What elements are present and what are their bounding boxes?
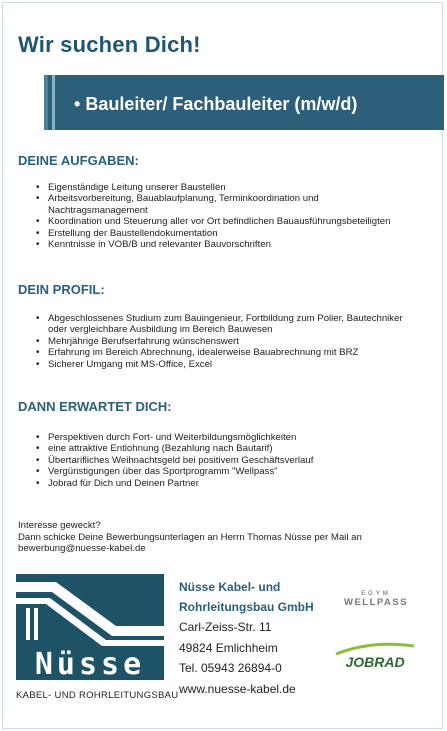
bullet-icon: • (36, 193, 40, 205)
list-item: • Perspektiven durch Fort- und Weiterbildungsmöglichkeiten (36, 432, 297, 443)
company-logo (16, 574, 164, 680)
section-title-aufgaben: DEINE AUFGABEN: (18, 153, 139, 168)
list-item: • Abgeschlossenes Studium zum Bauingenieur, Fortbildung zum Polier, Bautechniker oder vergleichbare Ausbildung im Bereich Bauwesen (36, 313, 403, 336)
list-item: • Übertarifliches Weihnachtsgeld bei positivem Geschäftsverlauf (36, 454, 314, 466)
logo-subtitle: KABEL- UND ROHRLEITUNGSBAU (16, 690, 179, 701)
list-item: • Vergünstigungen über das Sportprogramm "Wellpass" (36, 466, 278, 478)
list-item: • Arbeitsvorbereitung, Bauablaufplanung, Terminkoordination und Nachtragsmanagement (36, 193, 319, 216)
logo-stripe (34, 608, 38, 640)
banner-accent-bar (44, 75, 48, 130)
logo-wordmark: Nüsse (34, 647, 146, 680)
list-erwartet (36, 432, 416, 489)
bullet-icon: • (36, 432, 40, 443)
bullet-icon: • (36, 216, 40, 228)
list-item: • Erstellung der Baustellendokumentation (36, 227, 218, 239)
egym-text: EGYM (361, 591, 391, 597)
section-title-profil: DEIN PROFIL: (18, 282, 105, 297)
company-name-line1: Nüsse Kabel- und (179, 580, 281, 594)
phone-number[interactable]: Tel. 05943 26894-0 (179, 661, 282, 675)
address-city: 49824 Emlichheim (179, 640, 278, 655)
egym-wellpass-logo (344, 591, 408, 608)
jobrad-logo (332, 640, 418, 674)
bullet-icon: • (36, 454, 40, 466)
bullet-icon: • (36, 347, 40, 359)
list-aufgaben (36, 182, 416, 250)
list-item: • Mehrjährige Berufserfahrung wünschenswert (36, 335, 239, 347)
company-address (179, 617, 296, 699)
logo-stripe (26, 608, 30, 640)
company-name (179, 577, 314, 617)
intro-question: Interesse geweckt? (18, 520, 101, 531)
list-item: • Jobrad für Dich und Deinen Partner (36, 477, 199, 489)
bullet-icon: • (36, 239, 40, 251)
application-intro (18, 520, 418, 555)
wellpass-text: WELLPASS (344, 597, 409, 608)
application-email-link[interactable]: bewerbung@nuesse-kabel.de (18, 543, 146, 555)
bullet-icon: • (36, 358, 40, 370)
list-item: • Sicherer Umgang mit MS-Office, Excel (36, 358, 213, 370)
bullet-icon: • (36, 313, 40, 324)
company-name-line2: Rohrleitungsbau GmbH (179, 600, 314, 614)
jobrad-swoosh (336, 644, 414, 654)
website-link[interactable]: www.nuesse-kabel.de (179, 681, 296, 696)
job-title (74, 94, 357, 115)
banner-accent-bar (52, 75, 55, 130)
bullet-icon: • (74, 94, 81, 114)
bullet-icon: • (36, 466, 40, 478)
list-item: • Erfahrung im Bereich Abrechnung, idealerweise Bauabrechnung mit BRZ (36, 347, 359, 359)
address-street: Carl-Zeiss-Str. 11 (179, 620, 272, 634)
section-title-erwartet: DANN ERWARTET DICH: (18, 399, 172, 414)
list-item: • Koordination und Steuerung aller vor Ort befindlichen Bauausführungsbeteiligten (36, 216, 391, 228)
bullet-icon: • (36, 227, 40, 239)
list-profil (36, 313, 416, 370)
bullet-icon: • (36, 335, 40, 347)
bullet-icon: • (36, 477, 40, 489)
job-title-text: Bauleiter/ Fachbauleiter (m/w/d) (85, 94, 358, 114)
bullet-icon: • (36, 443, 40, 455)
intro-instruction: Dann schicke Deine Bewerbungsunterlagen an Herrn Thomas Nüsse per Mail an (18, 531, 362, 543)
bullet-icon: • (36, 182, 40, 193)
list-item: • Kenntnisse in VOB/B und relevanter Bauvorschriften (36, 239, 271, 251)
jobrad-text: JOBRAD (345, 654, 405, 670)
list-item: • eine attraktive Entlohnung (Bezahlung nach Bautarif) (36, 443, 273, 455)
list-item: • Eigenständige Leitung unserer Baustellen (36, 182, 226, 193)
page-title: Wir suchen Dich! (18, 32, 201, 57)
